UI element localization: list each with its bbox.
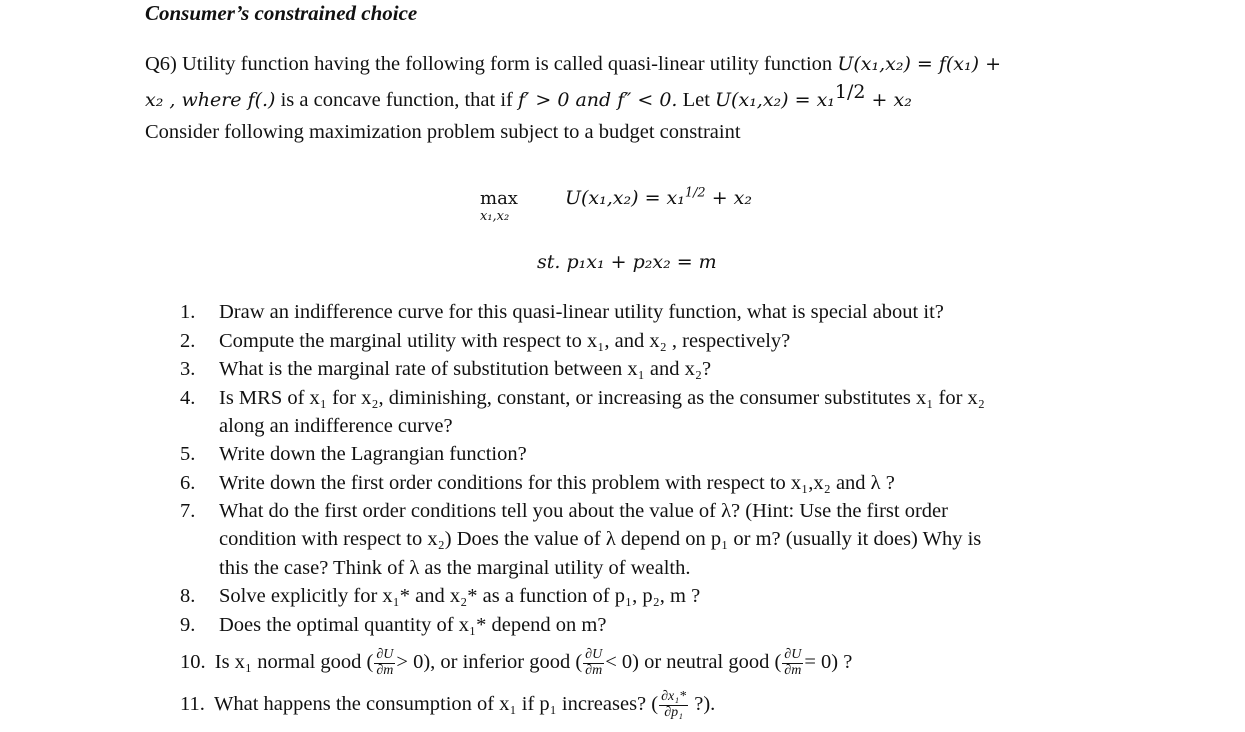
question-text: What do the first order conditions tell you about the value of λ? (Hint: Use the first order bbox=[219, 500, 948, 522]
fraction-numerator: ∂U bbox=[784, 647, 802, 662]
question-text: Write down the first order conditions for this problem with respect to x₁,x₂ and λ ? bbox=[219, 472, 895, 494]
intro-line-2 bbox=[145, 81, 912, 111]
question-5 bbox=[180, 443, 527, 465]
question-text: Compute the marginal utility with respect to x₁, and x₂ , respectively? bbox=[219, 330, 791, 352]
question-10 bbox=[180, 648, 852, 678]
quasi-linear-definition: U(x₁,x₂) = f(x₁) + bbox=[837, 53, 1002, 75]
question-2 bbox=[180, 330, 791, 352]
question-number: 11. bbox=[180, 692, 205, 715]
fraction-du-dm-2 bbox=[583, 648, 604, 678]
question-text: What is the marginal rate of substitution between x₁ and x₂? bbox=[219, 358, 712, 380]
fraction-dx1-dp1 bbox=[659, 690, 688, 720]
question-text-d: = 0) ? bbox=[804, 650, 853, 673]
question-text-cont-2: this the case? Think of λ as the marginal utility of wealth. bbox=[219, 557, 691, 579]
question-text: Write down the Lagrangian function? bbox=[219, 443, 527, 465]
question-6 bbox=[180, 472, 895, 494]
max-subscript: x₁,x₂ bbox=[480, 209, 510, 224]
objective-exponent: 1/2 bbox=[684, 185, 706, 201]
fraction-numerator: ∂x₁* bbox=[661, 689, 687, 704]
question-text-b: ?). bbox=[689, 692, 716, 715]
intro-line-3: Consider following maximization problem subject to a budget constraint bbox=[145, 121, 741, 143]
fraction-denominator: ∂m bbox=[585, 662, 603, 678]
question-text-cont: condition with respect to x₂) Does the value of λ depend on p₁ or m? (usually it does) Why is bbox=[219, 528, 982, 550]
question-number: 5. bbox=[180, 443, 196, 465]
intro-condition: f′ > 0 and f″ < 0. bbox=[517, 89, 678, 111]
question-number: 2. bbox=[180, 330, 196, 352]
question-4 bbox=[180, 387, 985, 437]
question-text: Solve explicitly for x₁* and x₂* as a function of p₁, p₂, m ? bbox=[219, 585, 701, 607]
fraction-du-dm-1 bbox=[374, 648, 395, 678]
fraction-denominator: ∂m bbox=[376, 662, 394, 678]
question-number: 7. bbox=[180, 500, 196, 522]
intro-concave-text: is a concave function, that if bbox=[275, 89, 518, 111]
question-9 bbox=[180, 614, 607, 636]
question-7 bbox=[180, 500, 982, 579]
intro-utility-exponent: 1/2 bbox=[834, 81, 866, 104]
question-1 bbox=[180, 301, 944, 323]
question-text: Does the optimal quantity of x₁* depend on m? bbox=[219, 614, 607, 636]
budget-constraint: st. p₁x₁ + p₂x₂ = m bbox=[537, 251, 717, 273]
question-number: 10. bbox=[180, 650, 206, 673]
fraction-denominator: ∂m bbox=[784, 662, 802, 678]
objective-function bbox=[565, 185, 752, 209]
fraction-numerator: ∂U bbox=[585, 647, 603, 662]
question-text-cont: along an indifference curve? bbox=[219, 415, 453, 437]
objective-tail: + x₂ bbox=[705, 187, 752, 209]
question-number: 1. bbox=[180, 301, 196, 323]
max-operator: max bbox=[480, 188, 518, 209]
intro-line-1 bbox=[145, 54, 1001, 75]
question-11 bbox=[180, 690, 715, 720]
question-text-b: > 0), or inferior good ( bbox=[396, 650, 583, 673]
question-text-a: Is x₁ normal good ( bbox=[214, 650, 374, 673]
fraction-du-dm-3 bbox=[782, 648, 803, 678]
page-title: Consumer’s constrained choice bbox=[145, 1, 418, 25]
question-8 bbox=[180, 585, 701, 607]
intro-f: f(.) bbox=[247, 89, 276, 111]
question-number: 9. bbox=[180, 614, 196, 636]
question-text-a: What happens the consumption of x₁ if p₁ increases? ( bbox=[214, 692, 659, 715]
question-number: 4. bbox=[180, 387, 196, 409]
intro-utility: U(x₁,x₂) = x₁ bbox=[715, 89, 835, 111]
question-text-c: < 0) or neutral good ( bbox=[605, 650, 782, 673]
intro-line-1-text: Q6) Utility function having the following form is called quasi-linear utility function bbox=[145, 53, 838, 75]
objective-lhs: U(x₁,x₂) = x₁ bbox=[565, 187, 685, 209]
intro-let: Let bbox=[677, 89, 716, 111]
question-text: Draw an indifference curve for this quasi-linear utility function, what is special about it? bbox=[219, 301, 944, 323]
question-text: Is MRS of x₁ for x₂, diminishing, constant, or increasing as the consumer substitutes x₁ for x₂ bbox=[219, 387, 985, 409]
fraction-denominator: ∂p₁ bbox=[664, 704, 683, 720]
question-number: 3. bbox=[180, 358, 196, 380]
intro-x2: x₂ , where bbox=[145, 89, 248, 111]
intro-utility-tail: + x₂ bbox=[865, 89, 912, 111]
question-number: 6. bbox=[180, 472, 196, 494]
fraction-numerator: ∂U bbox=[376, 647, 394, 662]
question-3 bbox=[180, 358, 712, 380]
question-number: 8. bbox=[180, 585, 196, 607]
